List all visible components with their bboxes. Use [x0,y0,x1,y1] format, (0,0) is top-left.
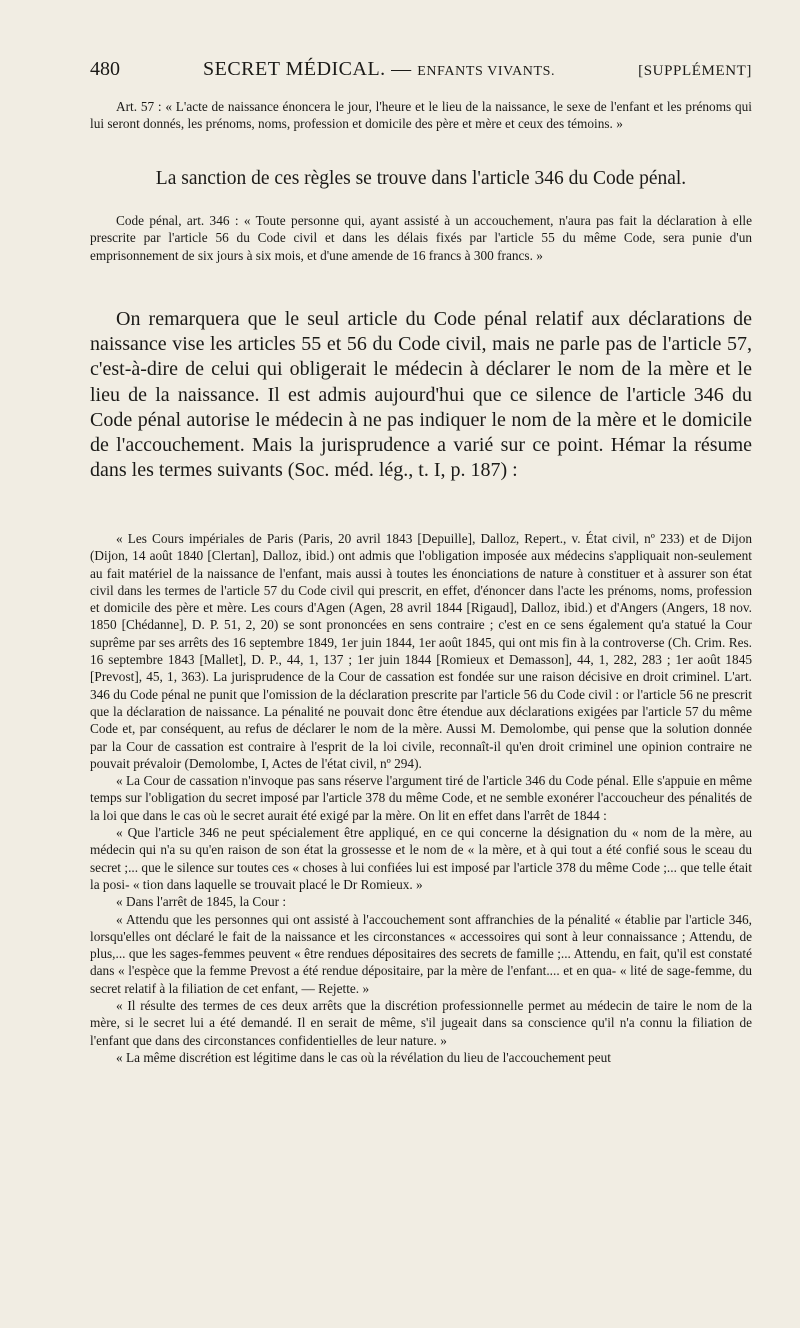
quote-paragraph-3: « Que l'article 346 ne peut spécialement être appliqué, en ce qui concerne la désignation du « nom de la mère, au médecin qui n'a su qu'en raison de son état la grossesse et le nom de « la mère, et à qui tout a été confié sous le sceau du secret ;... que le silence sur toutes ces « choses à lui confiées lui est imposé par l'article 378 du même Code ;... que telle était la posi- « tion dans laquelle se trouvait placé le Dr Romieux. » [90,825,752,892]
quote-paragraph-4: « Dans l'arrêt de 1845, la Cour : [116,894,287,910]
running-title-sub: ENFANTS VIVANTS. [417,64,556,79]
quote-paragraph-7: « La même discrétion est légitime dans le cas où la révélation du lieu de l'accouchement peut [116,1049,611,1065]
main-paragraph: On remarquera que le seul article du Code pénal relatif aux déclarations de naissance vise les articles 55 et 56 du Code civil, mais ne parle pas de l'article 57, c'est-à-dire de celui qui obligerait le médecin à déclarer le nom de la mère et le lieu de la naissance. Il est admis aujourd'hui que ce silence de l'article 346 du Code pénal autorise le médecin à ne pas indiquer le nom de la mère et le domicile de l'accouchement. Mais la jurisprudence a varié sur ce point. Hémar la résume dans les termes suivants (Soc. méd. lég., t. I, p. 187) : [90,308,752,482]
art57-quote: Art. 57 : « L'acte de naissance énoncera le jour, l'heure et le lieu de la naissance, le sexe de l'enfant et les prénoms qui lui seront donnés, les prénoms, noms, profession et domicile des père et mère et ceux des témoins. » [90,99,752,132]
quote-paragraph-2: « La Cour de cassation n'invoque pas sans réserve l'argument tiré de l'article 346 du Code pénal. Elle s'appuie en même temps sur l'obligation du secret imposé par l'article 378 du même Code, et ne semble exonérer l'accoucheur des pénalités de la loi que dans le cas où le secret aurait été exigé par la mère. On lit en effet dans l'arrêt de 1844 : [90,773,752,823]
running-title [203,58,555,81]
quote-paragraph-6: « Il résulte des termes de ces deux arrêts que la discrétion professionnelle permet au médecin de taire le nom de la mère, si le secret lui a été demandé. Il en serait de même, s'il jugeait dans sa conscience qu'il n'a connu la filiation de l'enfant que dans des circonstances confidentielles de leur nature. » [90,998,752,1048]
section-label: [SUPPLÉMENT] [638,63,752,79]
running-title-main: SECRET MÉDICAL. — [202,58,412,80]
page-number: 480 [90,58,120,80]
quote-paragraph-1: « Les Cours impériales de Paris (Paris, 20 avril 1843 [Depuille], Dalloz, Repert., v. État civil, nº 233) et de Dijon (Dijon, 14 août 1840 [Clertan], Dalloz, ibid.) ont admis que l'obligation imposée aux médecins s'appliquait non-seulement au fait matériel de la naissance de l'enfant, mais aussi à toutes les énonciations de nature à constituer et à assurer son état civil dans les termes de l'article 57 du Code civil qui prescrit, en effet, d'énoncer dans l'acte les prénoms, noms, profession et domicile des père et mère. Les cours d'Agen (Agen, 28 avril 1844 [Rigaud], Dalloz, ibid.) et d'Angers (Angers, 18 nov. 1850 [Chédanne], D. P. 51, 2, 20) se sont prononcées en sens contraire ; c'est en ce sens également qu'a statué la Cour suprême par ses arrêts des 16 septembre 1849, 1er juin 1844, 1er août 1845, qui ont mis fin à la controverse (Ch. Crim. Res. 16 septembre 1843 [Mallet], D. P., 44, 1, 137 ; 1er juin 1844 [Romieux et Demasson], 44, 1, 282, 283 ; 1er août 1845 [Prevost], 45, 1, 363). La jurisprudence de la Cour de cassation est fondée sur une raison décisive en droit criminel. L'art. 346 du Code pénal ne punit que l'omission de la déclaration prescrite par l'article 56 du Code civil : or l'article 56 ne prescrit que la déclaration de naissance. La pénalité ne pouvait donc être étendue aux déclarations exigées par l'article 57 du même Code et, par conséquent, au refus de déclarer le nom de la mère. Aussi M. Demolombe, qui pense que la solution donnée par la Cour de cassation est contraire à l'esprit de la loi civile, reconnaît-il qu'en droit criminel une opinion contraire ne pouvait prévaloir (Demolombe, I, Actes de l'état civil, nº 294). [90,531,752,771]
code-penal-quote: Code pénal, art. 346 : « Toute personne qui, ayant assisté à un accouchement, n'aura pas fait la déclaration à elle prescrite par l'article 56 du Code civil et dans les délais fixés par l'article 55 du même Code, sera punie d'un emprisonnement de six jours à six mois, et d'une amende de 16 francs à 300 francs. » [90,213,752,263]
running-header [90,58,752,88]
jurisprudence-quote-block [90,530,752,1066]
quote-paragraph-5: « Attendu que les personnes qui ont assisté à l'accouchement sont affranchies de la pénalité « établie par l'article 346, lorsqu'elles ont déclaré le fait de la naissance et les circonstances « accessoires qui sont à leur connaissance ; Attendu, de plus,... que les sages-femmes peuvent « être rendues dépositaires des secrets de famille ;... Attendu, en fait, qu'il est constaté dans « l'espèce que la femme Prevost a été rendue dépositaire, par la mère de l'enfant.... et en qua- « lité de sage-femme, du secret relatif à la filiation de cet enfant, — Rejette. » [90,911,752,996]
section-heading: La sanction de ces règles se trouve dans l'article 346 du Code pénal. [155,168,687,189]
